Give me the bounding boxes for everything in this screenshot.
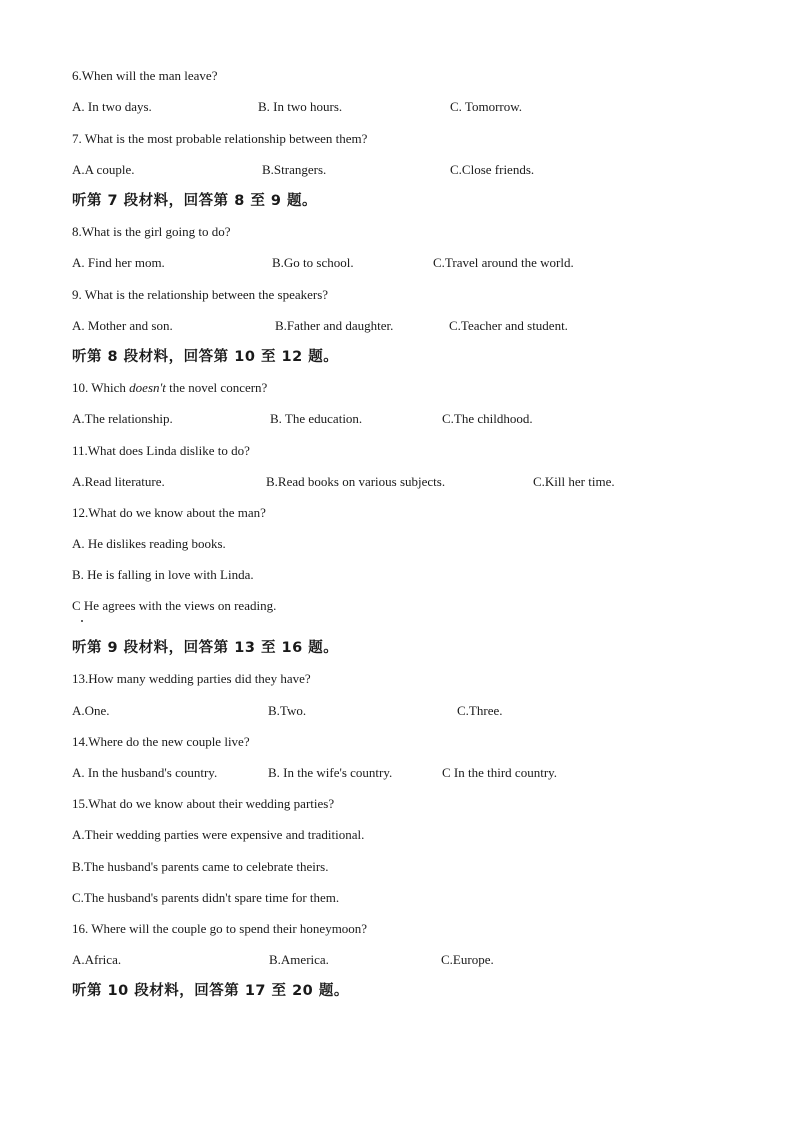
q13-option-c: C.Three. bbox=[457, 703, 503, 718]
q16-option-a: A.Africa. bbox=[72, 952, 122, 967]
q6-option-b: B. In two hours. bbox=[258, 99, 343, 114]
section-heading-7: 听第 7 段材料，回答第 8 至 9 题。 bbox=[72, 193, 318, 209]
q10-text-suffix: the novel concern? bbox=[165, 380, 268, 395]
q12-option-c: C He agrees with the views on reading. bbox=[72, 598, 277, 613]
q9-option-a: A. Mother and son. bbox=[72, 318, 173, 333]
q12-option-a: A. He dislikes reading books. bbox=[72, 536, 226, 551]
q15-option-b: B.The husband's parents came to celebrate theirs. bbox=[72, 859, 329, 874]
section-heading-9: 听第 9 段材料，回答第 13 至 16 题。 bbox=[72, 640, 339, 656]
q10-option-b: B. The education. bbox=[270, 411, 363, 426]
question-16: 16. Where will the couple go to spend their honeymoon? bbox=[72, 921, 368, 936]
q11-option-a: A.Read literature. bbox=[72, 474, 165, 489]
q14-option-a: A. In the husband's country. bbox=[72, 765, 218, 780]
q9-option-b: B.Father and daughter. bbox=[275, 318, 394, 333]
q12-option-b: B. He is falling in love with Linda. bbox=[72, 567, 254, 582]
question-13: 13.How many wedding parties did they have? bbox=[72, 671, 311, 686]
section-heading-8: 听第 8 段材料，回答第 10 至 12 题。 bbox=[72, 349, 339, 365]
question-12: 12.What do we know about the man? bbox=[72, 505, 266, 520]
q7-option-b: B.Strangers. bbox=[262, 162, 327, 177]
q10-option-a: A.The relationship. bbox=[72, 411, 173, 426]
q8-option-b: B.Go to school. bbox=[272, 255, 354, 270]
q14-option-b: B. In the wife's country. bbox=[268, 765, 393, 780]
q15-option-c: C.The husband's parents didn't spare time for them. bbox=[72, 890, 340, 905]
q6-option-c: C. Tomorrow. bbox=[450, 99, 523, 114]
q6-option-a: A. In two days. bbox=[72, 99, 152, 114]
question-10 bbox=[72, 380, 267, 396]
q16-option-c: C.Europe. bbox=[441, 952, 494, 967]
q9-option-c: C.Teacher and student. bbox=[449, 318, 568, 333]
q11-option-c: C.Kill her time. bbox=[533, 474, 615, 489]
question-8: 8.What is the girl going to do? bbox=[72, 224, 231, 239]
q10-option-c: C.The childhood. bbox=[442, 411, 533, 426]
q15-option-a: A.Their wedding parties were expensive and traditional. bbox=[72, 827, 365, 842]
question-9: 9. What is the relationship between the speakers? bbox=[72, 287, 329, 302]
q14-option-c: C In the third country. bbox=[442, 765, 558, 780]
q13-option-a: A.One. bbox=[72, 703, 110, 718]
question-11: 11.What does Linda dislike to do? bbox=[72, 443, 250, 458]
q8-option-a: A. Find her mom. bbox=[72, 255, 165, 270]
q10-text-emphasis: doesn't bbox=[129, 380, 166, 395]
q10-text-prefix: 10. Which bbox=[72, 380, 130, 395]
question-15: 15.What do we know about their wedding parties? bbox=[72, 796, 335, 811]
section-heading-10: 听第 10 段材料，回答第 17 至 20 题。 bbox=[72, 983, 349, 999]
question-6: 6.When will the man leave? bbox=[72, 68, 218, 83]
question-7: 7. What is the most probable relationship between them? bbox=[72, 131, 368, 146]
question-14: 14.Where do the new couple live? bbox=[72, 734, 250, 749]
q11-option-b: B.Read books on various subjects. bbox=[266, 474, 446, 489]
q16-option-b: B.America. bbox=[269, 952, 329, 967]
q13-option-b: B.Two. bbox=[268, 703, 307, 718]
stray-dot-mark bbox=[81, 620, 83, 622]
q8-option-c: C.Travel around the world. bbox=[433, 255, 574, 270]
q7-option-c: C.Close friends. bbox=[450, 162, 535, 177]
q7-option-a: A.A couple. bbox=[72, 162, 135, 177]
